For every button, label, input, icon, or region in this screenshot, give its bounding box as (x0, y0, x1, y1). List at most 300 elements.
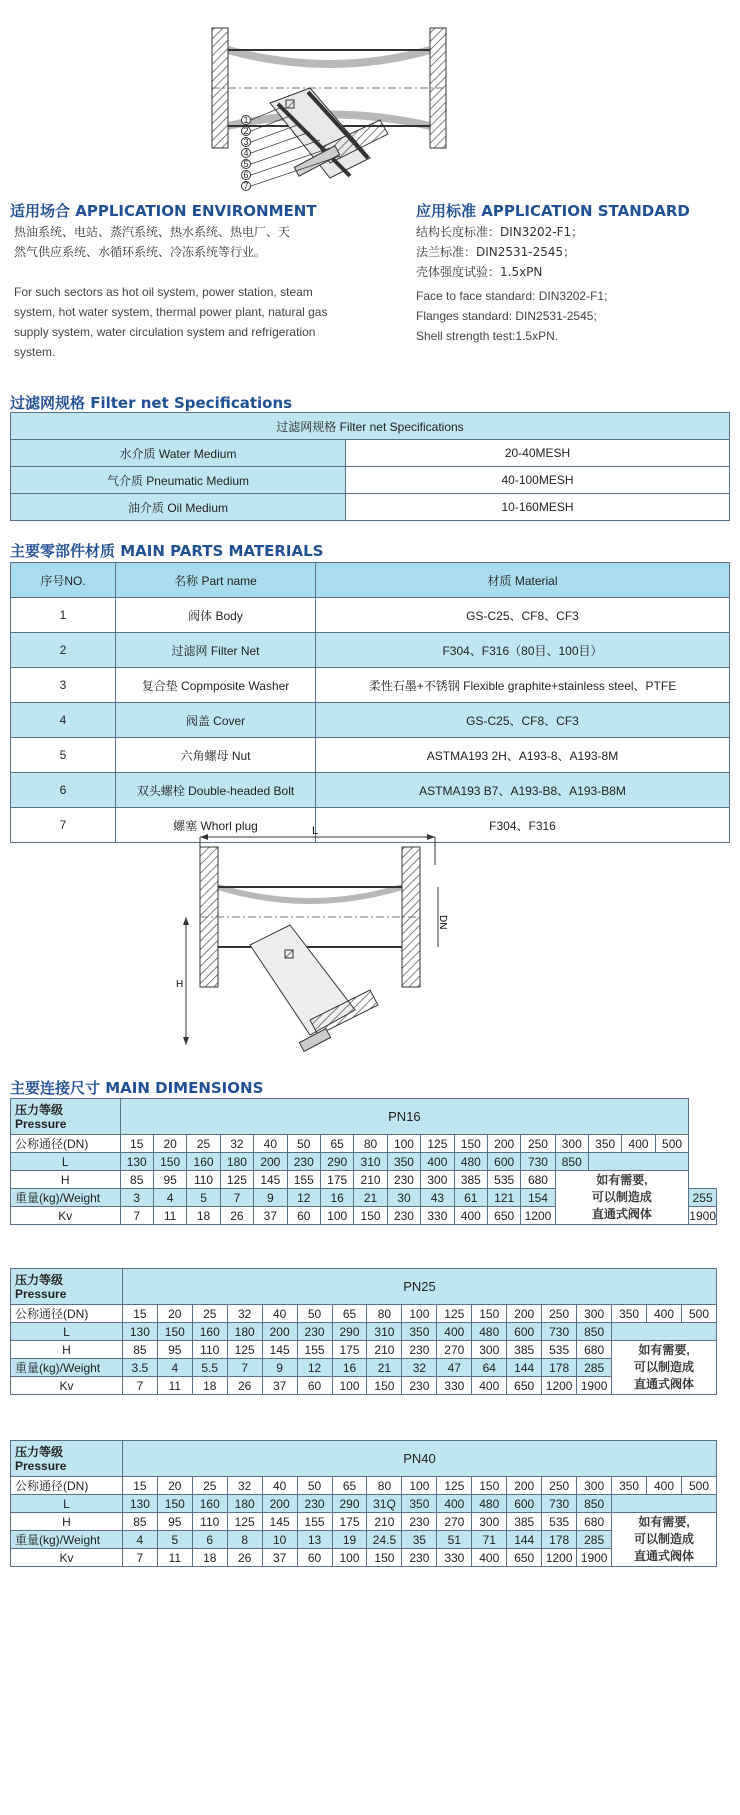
callout-number: 3 (243, 137, 249, 147)
kv-row-cell: 11 (157, 1549, 192, 1567)
weight-row-cell: 13 (297, 1531, 332, 1549)
kv-row-cell: 650 (487, 1207, 520, 1225)
kv-row-cell: 400 (472, 1377, 507, 1395)
h-row-cell: 95 (157, 1513, 192, 1531)
pressure-label (11, 1441, 123, 1477)
part-name: 阀盖 Cover (116, 703, 316, 738)
h-row-cell: 385 (507, 1513, 542, 1531)
part-name: 过滤网 Filter Net (116, 633, 316, 668)
std-cn-line: 壳体强度试验：1.5xPN (416, 265, 543, 279)
dn-cell: 200 (487, 1135, 520, 1153)
part-no: 5 (11, 738, 116, 773)
weight-row-cell: 35 (402, 1531, 437, 1549)
empty-cell (612, 1323, 717, 1341)
l-row-cell: 150 (153, 1153, 186, 1171)
dn-cell: 250 (521, 1135, 555, 1153)
l-row-cell: 600 (507, 1323, 542, 1341)
dn-cell: 125 (437, 1305, 472, 1323)
h-row-cell: 175 (320, 1171, 353, 1189)
l-row-cell: 400 (437, 1495, 472, 1513)
filter-mesh: 20-40MESH (346, 440, 730, 467)
main-parts-row (11, 598, 730, 633)
weight-row-cell: 178 (542, 1531, 577, 1549)
std-en-line: Shell strength test:1.5xPN. (416, 329, 559, 343)
h-row-cell: 535 (542, 1513, 577, 1531)
pressure-value: PN40 (122, 1441, 716, 1477)
dn-cell: 100 (402, 1477, 437, 1495)
weight-row-cell: 19 (332, 1531, 367, 1549)
l-row-cell: 230 (287, 1153, 320, 1171)
part-name: 复合垫 Copmposite Washer (116, 668, 316, 703)
h-row-cell: 680 (577, 1513, 612, 1531)
dimension-table-pn40 (10, 1440, 717, 1567)
weight-row-cell: 3.5 (122, 1359, 157, 1377)
part-material: ASTMA193 2H、A193-8、A193-8M (316, 738, 730, 773)
h-row-cell: 680 (521, 1171, 555, 1189)
kv-row-cell: 7 (122, 1377, 157, 1395)
part-name: 六角螺母 Nut (116, 738, 316, 773)
main-dimensions-title: 主要连接尺寸 MAIN DIMENSIONS (10, 1079, 264, 1097)
dn-cell: 400 (622, 1135, 655, 1153)
weight-row-cell: 12 (297, 1359, 332, 1377)
custom-note-line: 直通式阀体 (591, 1207, 652, 1221)
pressure-value: PN25 (122, 1269, 716, 1305)
h-row-cell: 125 (227, 1513, 262, 1531)
dn-cell: 25 (192, 1477, 227, 1495)
weight-row (11, 1531, 717, 1549)
weight-row-cell: 7 (227, 1359, 262, 1377)
h-row-cell: 175 (332, 1341, 367, 1359)
env-en-line: system. (14, 345, 56, 359)
h-row-cell: 270 (437, 1341, 472, 1359)
dn-label: 公称通径(DN) (11, 1477, 123, 1495)
callout-number: 7 (243, 181, 249, 191)
main-parts-row (11, 703, 730, 738)
l-row-label: L (11, 1323, 123, 1341)
kv-row-cell: 37 (262, 1377, 297, 1395)
part-material: 柔性石墨+不锈钢 Flexible graphite+stainless steel、PTFE (316, 668, 730, 703)
dn-cell: 125 (437, 1477, 472, 1495)
h-row-cell: 535 (542, 1341, 577, 1359)
custom-note-line: 可以制造成 (634, 1360, 695, 1374)
l-row-cell: 180 (220, 1153, 253, 1171)
main-parts-header-row (11, 563, 730, 598)
kv-row-cell: 650 (507, 1377, 542, 1395)
l-row-cell: 730 (521, 1153, 555, 1171)
kv-row-cell: 11 (157, 1377, 192, 1395)
kv-row-cell: 150 (367, 1377, 402, 1395)
dn-cell: 32 (227, 1305, 262, 1323)
kv-row-cell: 100 (320, 1207, 353, 1225)
l-row-cell: 850 (577, 1495, 612, 1513)
custom-note (612, 1513, 717, 1567)
weight-row-cell: 9 (262, 1359, 297, 1377)
dn-cell: 15 (122, 1477, 157, 1495)
h-row-cell: 145 (262, 1513, 297, 1531)
custom-note (612, 1341, 717, 1395)
l-row-cell: 730 (542, 1323, 577, 1341)
kv-row (11, 1549, 717, 1567)
filter-mesh: 40-100MESH (346, 467, 730, 494)
dim-dn-label: DN (437, 915, 448, 930)
kv-row-cell: 18 (192, 1549, 227, 1567)
h-row-cell: 85 (120, 1171, 153, 1189)
weight-row-cell: 21 (354, 1189, 387, 1207)
part-no: 6 (11, 773, 116, 808)
pressure-label-cn: 压力等级 (15, 1102, 64, 1117)
pressure-label-en: Pressure (15, 1286, 67, 1301)
dn-cell: 250 (542, 1477, 577, 1495)
h-row-cell: 110 (192, 1513, 227, 1531)
part-no: 3 (11, 668, 116, 703)
pressure-row (11, 1099, 717, 1135)
dn-cell: 65 (332, 1305, 367, 1323)
kv-row-cell: 1200 (542, 1377, 577, 1395)
dn-cell: 500 (681, 1477, 716, 1495)
h-row-label: H (11, 1513, 123, 1531)
l-row-cell: 310 (367, 1323, 402, 1341)
l-row-cell: 200 (262, 1323, 297, 1341)
dn-cell: 40 (254, 1135, 287, 1153)
weight-row-cell: 43 (421, 1189, 454, 1207)
filter-net-header: 过滤网规格 Filter net Specifications (11, 413, 730, 440)
l-row-cell: 400 (421, 1153, 454, 1171)
weight-row-cell: 32 (402, 1359, 437, 1377)
weight-row-cell: 255 (689, 1189, 717, 1207)
dn-cell: 150 (472, 1305, 507, 1323)
pressure-label-cn: 压力等级 (15, 1272, 64, 1287)
h-row-cell: 230 (402, 1341, 437, 1359)
l-row-cell: 480 (472, 1495, 507, 1513)
weight-row-label: 重量(kg)/Weight (11, 1359, 123, 1377)
kv-row-cell: 7 (122, 1549, 157, 1567)
dn-cell: 80 (354, 1135, 387, 1153)
weight-row-cell: 5 (157, 1531, 192, 1549)
h-row-cell: 300 (472, 1513, 507, 1531)
l-row-cell: 600 (487, 1153, 520, 1171)
h-row (11, 1171, 717, 1189)
kv-row-cell: 18 (192, 1377, 227, 1395)
filter-net-title: 过滤网规格 Filter net Specifications (10, 394, 293, 412)
part-no: 7 (11, 808, 116, 843)
part-no: 4 (11, 703, 116, 738)
l-row-cell: 850 (577, 1323, 612, 1341)
h-row-cell: 95 (157, 1341, 192, 1359)
kv-row-cell: 100 (332, 1377, 367, 1395)
dn-cell: 40 (262, 1305, 297, 1323)
h-row-cell: 385 (507, 1341, 542, 1359)
main-parts-header-cell: 材质 Material (316, 563, 730, 598)
dim-l-label: L (312, 825, 319, 837)
dn-label: 公称通径(DN) (11, 1135, 121, 1153)
weight-row-cell: 285 (577, 1359, 612, 1377)
dn-cell: 25 (187, 1135, 220, 1153)
dn-cell: 100 (402, 1305, 437, 1323)
std-en-line: Flanges standard: DIN2531-2545; (416, 309, 597, 323)
part-material: ASTMA193 B7、A193-B8、A193-B8M (316, 773, 730, 808)
top-section-drawing (200, 8, 530, 208)
kv-row-cell: 330 (421, 1207, 454, 1225)
weight-row-cell: 30 (387, 1189, 420, 1207)
weight-row-cell: 24.5 (367, 1531, 402, 1549)
l-row-cell: 290 (332, 1495, 367, 1513)
l-row-cell: 160 (192, 1323, 227, 1341)
empty-cell (588, 1153, 688, 1171)
h-row-cell: 110 (192, 1341, 227, 1359)
kv-row-cell: 230 (402, 1377, 437, 1395)
dn-cell: 65 (332, 1477, 367, 1495)
dn-cell: 20 (153, 1135, 186, 1153)
empty-cell (612, 1495, 717, 1513)
kv-row-cell: 60 (297, 1377, 332, 1395)
h-row-cell: 125 (227, 1341, 262, 1359)
weight-row-cell: 4 (153, 1189, 186, 1207)
h-row-cell: 210 (367, 1513, 402, 1531)
pressure-label (11, 1269, 123, 1305)
dn-cell: 50 (297, 1477, 332, 1495)
l-row-cell: 350 (402, 1495, 437, 1513)
h-row-cell: 155 (297, 1513, 332, 1531)
l-row-cell: 350 (402, 1323, 437, 1341)
h-row-cell: 230 (402, 1513, 437, 1531)
h-row-cell: 175 (332, 1513, 367, 1531)
dn-cell: 15 (122, 1305, 157, 1323)
l-row-cell: 130 (122, 1495, 157, 1513)
weight-row-cell: 9 (254, 1189, 287, 1207)
l-row-cell: 31Q (367, 1495, 402, 1513)
l-row-label: L (11, 1153, 121, 1171)
custom-note-line: 如有需要, (638, 1343, 690, 1357)
filter-net-table (10, 412, 730, 521)
l-row-cell: 200 (262, 1495, 297, 1513)
kv-row-cell: 11 (153, 1207, 186, 1225)
application-standard-en (416, 286, 716, 346)
pressure-value: PN16 (120, 1099, 689, 1135)
dn-cell: 40 (262, 1477, 297, 1495)
part-no: 2 (11, 633, 116, 668)
kv-row-label: Kv (11, 1207, 121, 1225)
kv-row-cell: 18 (187, 1207, 220, 1225)
env-cn-line: 热油系统、电站、蒸汽系统、热水系统、热电厂、天 (14, 225, 291, 239)
weight-row-cell: 71 (472, 1531, 507, 1549)
weight-row-cell: 178 (542, 1359, 577, 1377)
h-row-cell: 145 (254, 1171, 287, 1189)
part-no: 1 (11, 598, 116, 633)
dn-cell: 300 (577, 1305, 612, 1323)
weight-row-cell: 4 (122, 1531, 157, 1549)
weight-row-cell: 144 (507, 1359, 542, 1377)
kv-row-cell: 26 (227, 1377, 262, 1395)
kv-row-cell: 230 (387, 1207, 420, 1225)
main-parts-row (11, 773, 730, 808)
weight-row-cell: 6 (192, 1531, 227, 1549)
dn-cell: 80 (367, 1477, 402, 1495)
l-row-cell: 730 (542, 1495, 577, 1513)
kv-row-cell: 7 (120, 1207, 153, 1225)
main-parts-header-cell: 序号NO. (11, 563, 116, 598)
dn-cell: 350 (588, 1135, 621, 1153)
l-row-cell: 160 (187, 1153, 220, 1171)
weight-row-cell: 4 (157, 1359, 192, 1377)
dim-h-label: H (176, 979, 184, 990)
callout-number: 1 (243, 115, 249, 125)
part-name: 双头螺栓 Double-headed Bolt (116, 773, 316, 808)
weight-row-cell: 61 (454, 1189, 487, 1207)
l-row-cell: 180 (227, 1323, 262, 1341)
kv-row-cell: 400 (454, 1207, 487, 1225)
kv-row-cell: 1200 (521, 1207, 555, 1225)
filter-medium: 油介质 Oil Medium (11, 494, 346, 521)
l-row-cell: 160 (192, 1495, 227, 1513)
pressure-row (11, 1269, 717, 1305)
dn-cell: 32 (220, 1135, 253, 1153)
kv-row-cell: 1900 (577, 1549, 612, 1567)
custom-note-line: 直通式阀体 (634, 1377, 695, 1391)
env-en-line: supply system, water circulation system and refrigeration (14, 325, 316, 339)
weight-row-cell: 12 (287, 1189, 320, 1207)
weight-row-cell: 285 (577, 1531, 612, 1549)
custom-note-line: 可以制造成 (634, 1532, 695, 1546)
part-material: GS-C25、CF8、CF3 (316, 703, 730, 738)
h-row-cell: 155 (287, 1171, 320, 1189)
h-row-cell: 230 (387, 1171, 420, 1189)
callout-number: 2 (243, 126, 249, 136)
part-name: 阀体 Body (116, 598, 316, 633)
h-row (11, 1341, 717, 1359)
h-row-cell: 125 (220, 1171, 253, 1189)
h-row-cell: 85 (122, 1341, 157, 1359)
custom-note-line: 如有需要, (638, 1515, 690, 1529)
l-row-cell: 130 (122, 1323, 157, 1341)
l-row (11, 1153, 717, 1171)
weight-row-cell: 5.5 (192, 1359, 227, 1377)
std-cn-line: 结构长度标准：DIN3202-F1； (416, 225, 584, 239)
pressure-label-cn: 压力等级 (15, 1444, 64, 1459)
main-parts-row (11, 668, 730, 703)
dn-cell: 32 (227, 1477, 262, 1495)
weight-row-cell: 5 (187, 1189, 220, 1207)
filter-medium: 水介质 Water Medium (11, 440, 346, 467)
kv-row-label: Kv (11, 1377, 123, 1395)
kv-row-cell: 150 (354, 1207, 387, 1225)
h-row-cell: 210 (354, 1171, 387, 1189)
callout-number: 4 (243, 148, 249, 158)
dn-cell: 250 (542, 1305, 577, 1323)
dn-cell: 300 (555, 1135, 588, 1153)
kv-row-cell: 1900 (577, 1377, 612, 1395)
part-material: F304、F316（80目、100目） (316, 633, 730, 668)
l-row-cell: 480 (472, 1323, 507, 1341)
pressure-label-en: Pressure (15, 1116, 67, 1131)
part-name: 螺塞 Whorl plug (116, 808, 316, 843)
part-material: GS-C25、CF8、CF3 (316, 598, 730, 633)
application-environment-cn (14, 222, 334, 262)
l-row-cell: 130 (120, 1153, 153, 1171)
dn-label: 公称通径(DN) (11, 1305, 123, 1323)
kv-row-cell: 60 (287, 1207, 320, 1225)
h-row-cell: 210 (367, 1341, 402, 1359)
application-standard-title: 应用标准 APPLICATION STANDARD (416, 202, 690, 220)
dn-cell: 25 (192, 1305, 227, 1323)
main-parts-title: 主要零部件材质 MAIN PARTS MATERIALS (10, 542, 324, 560)
h-row-cell: 155 (297, 1341, 332, 1359)
l-row-label: L (11, 1495, 123, 1513)
main-parts-header-cell: 名称 Part name (116, 563, 316, 598)
weight-row-cell: 21 (367, 1359, 402, 1377)
l-row-cell: 310 (354, 1153, 387, 1171)
dn-cell: 300 (577, 1477, 612, 1495)
application-environment-en (14, 282, 344, 362)
l-row-cell: 200 (254, 1153, 287, 1171)
dn-cell: 350 (612, 1477, 647, 1495)
kv-row-cell: 650 (507, 1549, 542, 1567)
h-row-cell: 270 (437, 1513, 472, 1531)
h-row-cell: 535 (487, 1171, 520, 1189)
callout-number: 5 (243, 159, 249, 169)
weight-row-cell: 121 (487, 1189, 520, 1207)
h-row-label: H (11, 1171, 121, 1189)
h-row-cell: 110 (187, 1171, 220, 1189)
l-row-cell: 600 (507, 1495, 542, 1513)
dn-cell: 500 (655, 1135, 689, 1153)
dn-cell: 400 (647, 1305, 682, 1323)
kv-row-cell: 26 (227, 1549, 262, 1567)
dn-cell: 400 (647, 1477, 682, 1495)
dn-cell: 200 (507, 1477, 542, 1495)
l-row-cell: 150 (157, 1323, 192, 1341)
part-material: F304、F316 (316, 808, 730, 843)
dn-cell: 80 (367, 1305, 402, 1323)
kv-row-cell: 1900 (689, 1208, 716, 1223)
dn-row (11, 1135, 717, 1153)
main-parts-row (11, 633, 730, 668)
l-row-cell: 230 (297, 1323, 332, 1341)
dn-cell: 350 (612, 1305, 647, 1323)
weight-row-cell: 47 (437, 1359, 472, 1377)
dn-cell: 20 (157, 1477, 192, 1495)
pressure-row (11, 1441, 717, 1477)
weight-row-cell: 16 (332, 1359, 367, 1377)
l-row-cell: 850 (555, 1153, 588, 1171)
dimension-table-pn25 (10, 1268, 717, 1395)
dn-cell: 15 (120, 1135, 153, 1153)
dn-cell: 65 (320, 1135, 353, 1153)
h-row-cell: 145 (262, 1341, 297, 1359)
std-cn-line: 法兰标准：DIN2531-2545； (416, 245, 576, 259)
dn-cell: 50 (297, 1305, 332, 1323)
kv-row-cell: 37 (262, 1549, 297, 1567)
main-parts-table (10, 562, 730, 843)
weight-row-cell: 64 (472, 1359, 507, 1377)
dn-row (11, 1477, 717, 1495)
l-row-cell: 150 (157, 1495, 192, 1513)
kv-row-cell: 26 (220, 1207, 253, 1225)
env-en-line: system, hot water system, thermal power plant, natural gas (14, 305, 328, 319)
filter-medium: 气介质 Pneumatic Medium (11, 467, 346, 494)
kv-row-cell: 60 (297, 1549, 332, 1567)
kv-row-label: Kv (11, 1549, 123, 1567)
weight-row-cell: 144 (507, 1531, 542, 1549)
h-row-cell: 300 (421, 1171, 454, 1189)
weight-row-cell: 3 (120, 1189, 153, 1207)
weight-row-cell: 16 (320, 1189, 353, 1207)
main-parts-row (11, 738, 730, 773)
l-row-cell: 290 (320, 1153, 353, 1171)
env-en-line: For such sectors as hot oil system, power station, steam (14, 285, 313, 299)
kv-row-cell: 230 (402, 1549, 437, 1567)
application-standard-cn (416, 222, 716, 282)
env-cn-line: 然气供应系统、水循环系统、冷冻系统等行业。 (14, 245, 267, 259)
